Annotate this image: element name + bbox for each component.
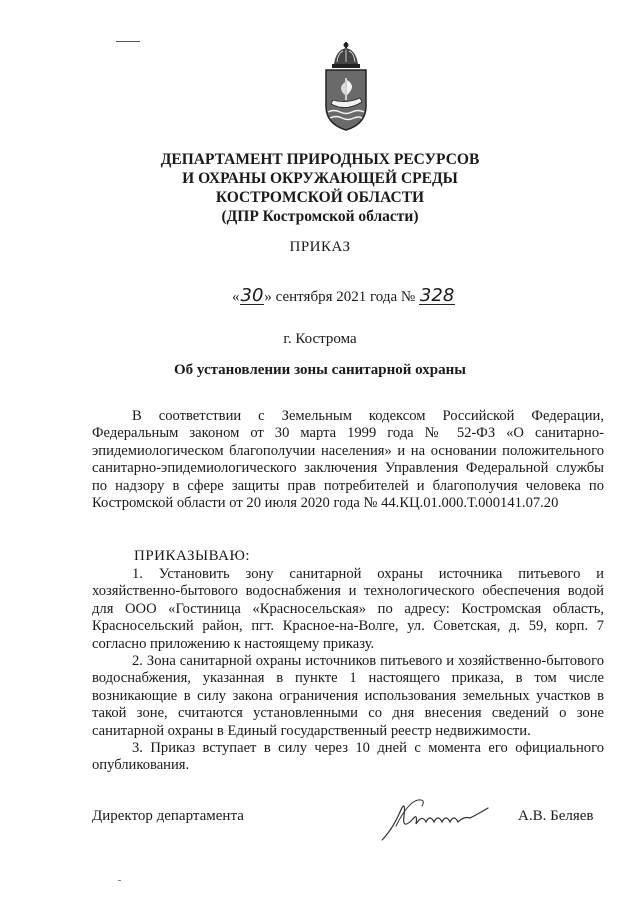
- preamble-text: В соответствии с Земельным кодексом Российской Федерации, Федеральным законом от 30 марта 1999 года № 52-ФЗ «О санитарно-эпидемиологическом благополучии населения» и на основании положительного санитарно-эпидемиологического заключения Управления Федеральной службы по надзору в сфере защиты прав потребителей и благополучия человека по Костромской области от 20 июля 2020 года № 44.КЦ.01.000.Т.000141.07.20: [92, 408, 604, 512]
- order-items: [92, 566, 604, 775]
- order-day: 30: [240, 285, 264, 306]
- order-number: 328: [419, 285, 455, 306]
- handwritten-signature-icon: [378, 790, 494, 844]
- order-word: ПРИКАЗЫВАЮ:: [134, 548, 251, 564]
- scan-artifact-line: [116, 41, 140, 42]
- order-item-3: 3. Приказ вступает в силу через 10 дней с момента его официального опубликования.: [92, 740, 604, 774]
- order-month-year: » сентября 2021 года №: [264, 289, 416, 305]
- preamble: [92, 408, 604, 512]
- agency-line-1: ДЕПАРТАМЕНТ ПРИРОДНЫХ РЕСУРСОВ: [160, 151, 480, 168]
- agency-line-3: КОСТРОМСКОЙ ОБЛАСТИ: [215, 189, 425, 206]
- city: г. Кострома: [283, 331, 357, 347]
- order-subject: Об установлении зоны санитарной охраны: [173, 362, 466, 378]
- signatory-role: Директор департамента: [92, 808, 244, 824]
- agency-line-2: И ОХРАНЫ ОКРУЖАЮЩЕЙ СРЕДЫ: [182, 170, 458, 187]
- agency-short-name: (ДПР Костромской области): [221, 208, 419, 225]
- order-date-line: [232, 285, 455, 306]
- kostroma-coat-of-arms-icon: [316, 40, 376, 134]
- signatory-name: А.В. Беляев: [518, 808, 594, 824]
- scan-artifact-dot: [118, 880, 121, 881]
- order-item-2: 2. Зона санитарной охраны источников питьевого и хозяйственно-бытового водоснабжения, указанная в пункте 1 настоящего приказа, в том числе возникающие в силу закона ограничения использования земельных участков в такой зоне, считаются установленными со дня внесения сведений о зоне санитарной охраны в Единый государственный реестр недвижимости.: [92, 653, 604, 739]
- quote-open: «: [232, 289, 240, 305]
- order-item-1: 1. Установить зону санитарной охраны источника питьевого и хозяйственно-бытового водоснабжения и технологического обеспечения водой для ООО «Гостиница «Красносельская» по адресу: Костромская область, Красносельский район, пгт. Красное-на-Волге, ул. Советская, д. 59, корп. 7 согласно приложению к настоящему приказу.: [92, 566, 604, 652]
- document-type: ПРИКАЗ: [289, 239, 351, 255]
- agency-name: [0, 150, 640, 226]
